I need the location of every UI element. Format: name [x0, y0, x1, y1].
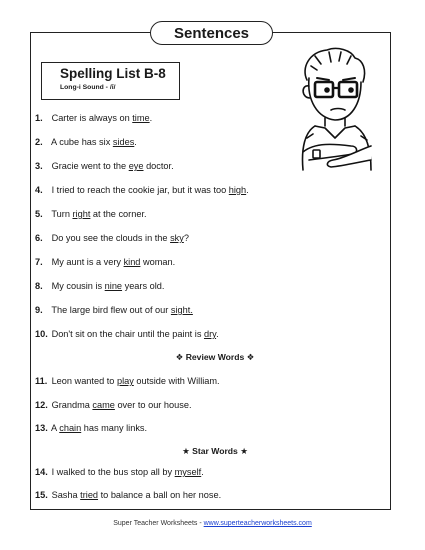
footer-link[interactable]: www.superteacherworksheets.com: [203, 520, 312, 527]
boy-with-glasses-illustration: [285, 42, 385, 172]
sentence-1: 1. Carter is always on time.: [35, 113, 153, 123]
sentence-4: 4. I tried to reach the cookie jar, but it was too high.: [35, 185, 249, 195]
spelling-list-subtitle: Long-i Sound - /ī/: [60, 84, 116, 91]
sentence-5: 5. Turn right at the corner.: [35, 209, 147, 219]
spelling-list-title: Spelling List B-8: [60, 66, 166, 81]
sentence-3: 3. Gracie went to the eye doctor.: [35, 161, 174, 171]
sentence-9: 9. The large bird flew out of our sight.: [35, 305, 193, 315]
sentence-2: 2. A cube has six sides.: [35, 137, 137, 147]
footer: [0, 520, 425, 527]
spelling-list-box: [41, 62, 180, 100]
sentence-14: 14. I walked to the bus stop all by myself.: [35, 467, 204, 477]
sentence-15: 15. Sasha tried to balance a ball on her nose.: [35, 490, 222, 500]
page-title: Sentences: [150, 21, 273, 45]
star-words-heading: ★ Star Words ★: [182, 446, 248, 456]
sentence-7: 7. My aunt is a very kind woman.: [35, 257, 176, 267]
sentence-10: 10. Don't sit on the chair until the paint is dry.: [35, 329, 219, 339]
sentence-12: 12. Grandma came over to our house.: [35, 400, 192, 410]
sentence-6: 6. Do you see the clouds in the sky?: [35, 233, 189, 243]
sentence-8: 8. My cousin is nine years old.: [35, 281, 165, 291]
footer-text: Super Teacher Worksheets -: [113, 520, 204, 527]
sentence-13: 13. A chain has many links.: [35, 423, 148, 433]
sentence-11: 11. Leon wanted to play outside with William.: [35, 376, 220, 386]
review-words-heading: ❖ Review Words ❖: [175, 352, 255, 362]
